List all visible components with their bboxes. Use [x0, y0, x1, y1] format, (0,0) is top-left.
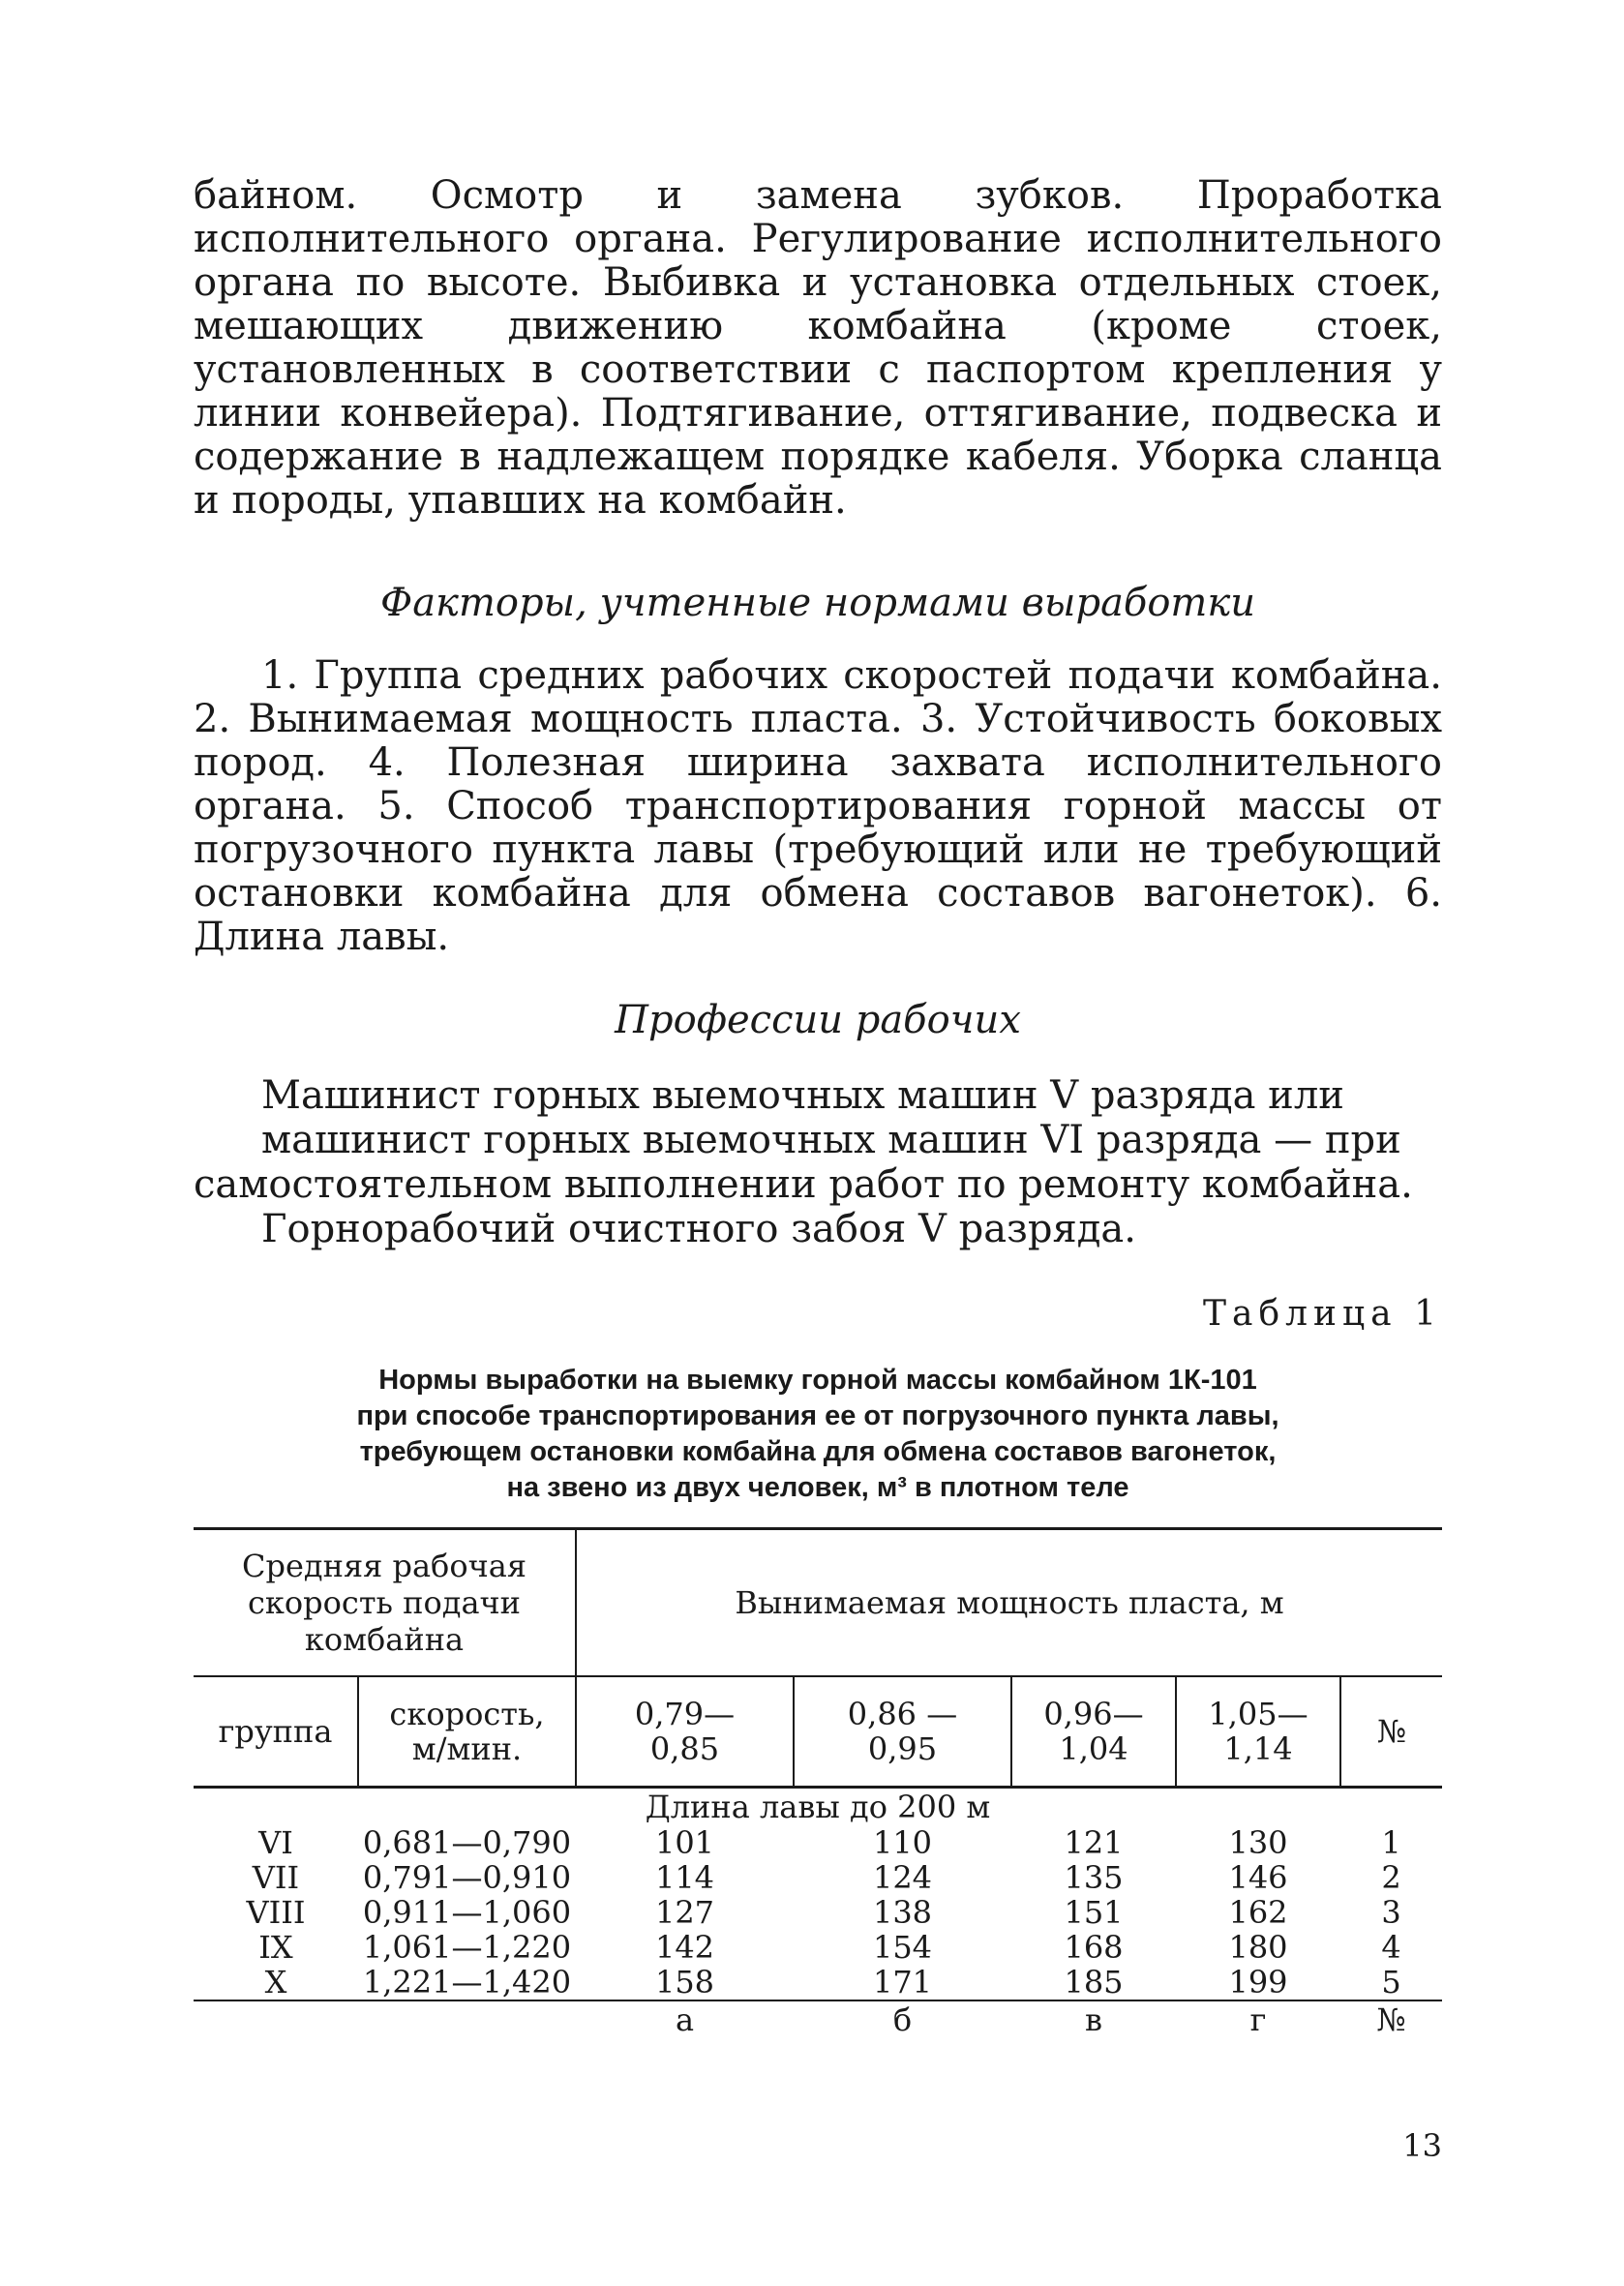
cell-value: 101	[654, 1824, 715, 1861]
header-thickness: Вынимаемая мощность пласта, м	[735, 1584, 1284, 1621]
cell-group: X	[264, 1964, 287, 2000]
table-subheading-row	[194, 1789, 1442, 1825]
cell-value: 158	[654, 1964, 715, 2000]
intro-paragraph: байном. Осмотр и замена зубков. Проработка исполнительного органа. Регулирование исполнительного органа по высоте. Выбивка и установка отдельных стоек, мешающих движению комбайна (кроме стоек, установленных в соответствии с паспортом крепления у линии конвейера). Подтягивание, оттягивание, подвеска и содержание в надлежащем порядке кабеля. Уборка сланца и породы, упавших на комбайн.	[194, 173, 1442, 523]
footer-letter: а	[576, 2000, 794, 2038]
table-row	[194, 1930, 1442, 1965]
table-subheading: Длина лавы до 200 м	[645, 1789, 991, 1825]
footer-letter: г	[1176, 2000, 1340, 2038]
table-title-line: на звено из двух человек, м³ в плотном теле	[506, 1472, 1129, 1503]
professions-block	[194, 1073, 1442, 1251]
page-number: 13	[1402, 2127, 1442, 2164]
cell-value: 114	[654, 1859, 715, 1896]
col-thickness	[1011, 1676, 1176, 1788]
cell-no: 5	[1381, 1964, 1401, 2000]
table-row	[194, 1895, 1442, 1930]
table-title	[194, 1363, 1442, 1506]
header-speed-line: комбайна	[304, 1621, 465, 1658]
cell-group: VI	[258, 1824, 293, 1861]
factors-paragraph: 1. Группа средних рабочих скоростей подачи комбайна. 2. Вынимаемая мощность пласта. 3. Устойчивость боковых пород. 4. Полезная ширина захвата исполнительного органа. 5. Способ транспортирования горной массы от погрузочного пункта лавы (требующий или не требующий остановки комбайна для обмена составов вагонеток). 6. Длина лавы.	[194, 653, 1442, 959]
cell-value: 135	[1064, 1859, 1124, 1896]
cell-value: 151	[1064, 1894, 1124, 1931]
range-top: 1,05—	[1208, 1696, 1308, 1732]
cell-value: 162	[1228, 1894, 1288, 1931]
header-speed-line: скорость подачи	[247, 1584, 521, 1621]
cell-no: 3	[1381, 1894, 1401, 1931]
cell-no: 4	[1381, 1929, 1401, 1966]
table-label: Таблица 1	[1203, 1294, 1442, 1334]
profession-line: машинист горных выемочных машин VI разряда — при	[261, 1118, 1401, 1162]
col-no: №	[1340, 1676, 1442, 1788]
table-title-line: при способе транспортирования ее от погрузочного пункта лавы,	[356, 1400, 1279, 1431]
page	[194, 174, 1442, 2038]
col-thickness	[1176, 1676, 1340, 1788]
col-group: группа	[194, 1676, 358, 1788]
table-title-line: Нормы выработки на выемку горной массы комбайном 1К-101	[378, 1365, 1257, 1396]
table-header-row	[194, 1529, 1442, 1677]
footer-no: №	[1340, 2000, 1442, 2038]
cell-value: 180	[1228, 1929, 1288, 1966]
range-bottom: 1,14	[1223, 1730, 1293, 1767]
footer-blank	[194, 2000, 576, 2038]
cell-speed: 1,061—1,220	[362, 1929, 572, 1966]
cell-value: 130	[1228, 1824, 1288, 1861]
range-top: 0,86 —	[847, 1696, 958, 1732]
cell-speed: 0,791—0,910	[362, 1859, 572, 1896]
range-bottom: 0,95	[867, 1730, 938, 1767]
cell-value: 171	[872, 1964, 933, 2000]
header-speed	[194, 1529, 576, 1677]
cell-value: 154	[872, 1929, 933, 1966]
cell-value: 185	[1064, 1964, 1124, 2000]
col-speed-line: скорость,	[389, 1696, 545, 1732]
profession-line: Машинист горных выемочных машин V разряда или	[261, 1073, 1344, 1118]
table-row	[194, 1860, 1442, 1895]
cell-value: 199	[1228, 1964, 1288, 2000]
cell-value: 121	[1064, 1824, 1124, 1861]
cell-value: 146	[1228, 1859, 1288, 1896]
table-footer-row	[194, 2000, 1442, 2038]
cell-group: VIII	[246, 1894, 306, 1931]
cell-value: 110	[872, 1824, 933, 1861]
col-speed	[358, 1676, 576, 1788]
col-thickness	[576, 1676, 794, 1788]
cell-speed: 1,221—1,420	[362, 1964, 572, 2000]
cell-group: VII	[252, 1859, 300, 1896]
footer-letter: в	[1011, 2000, 1176, 2038]
col-speed-line: м/мин.	[411, 1730, 523, 1767]
cell-speed: 0,681—0,790	[362, 1824, 572, 1861]
header-speed-line: Средняя рабочая	[242, 1548, 526, 1584]
table-row	[194, 1965, 1442, 2000]
cell-no: 2	[1381, 1859, 1401, 1896]
norms-table	[194, 1527, 1442, 2038]
cell-value: 138	[872, 1894, 933, 1931]
range-top: 0,79—	[634, 1696, 736, 1732]
range-top: 0,96—	[1043, 1696, 1144, 1732]
cell-value: 127	[654, 1894, 715, 1931]
cell-value: 168	[1064, 1929, 1124, 1966]
table-title-line: требующем остановки комбайна для обмена составов вагонеток,	[359, 1436, 1277, 1467]
profession-line: Горнорабочий очистного забоя V разряда.	[261, 1207, 1136, 1251]
table-row	[194, 1825, 1442, 1860]
cell-no: 1	[1381, 1824, 1401, 1861]
cell-group: IX	[258, 1929, 293, 1966]
cell-speed: 0,911—1,060	[362, 1894, 572, 1931]
professions-heading: Профессии рабочих	[615, 998, 1021, 1042]
range-bottom: 0,85	[649, 1730, 720, 1767]
cell-value: 142	[654, 1929, 715, 1966]
range-bottom: 1,04	[1059, 1730, 1128, 1767]
table-subheader-row	[194, 1676, 1442, 1788]
profession-line: самостоятельном выполнении работ по ремонту комбайна.	[194, 1162, 1413, 1207]
footer-letter: б	[794, 2000, 1011, 2038]
cell-value: 124	[872, 1859, 933, 1896]
factors-heading: Факторы, учтенные нормами выработки	[380, 581, 1255, 625]
col-thickness	[794, 1676, 1011, 1788]
